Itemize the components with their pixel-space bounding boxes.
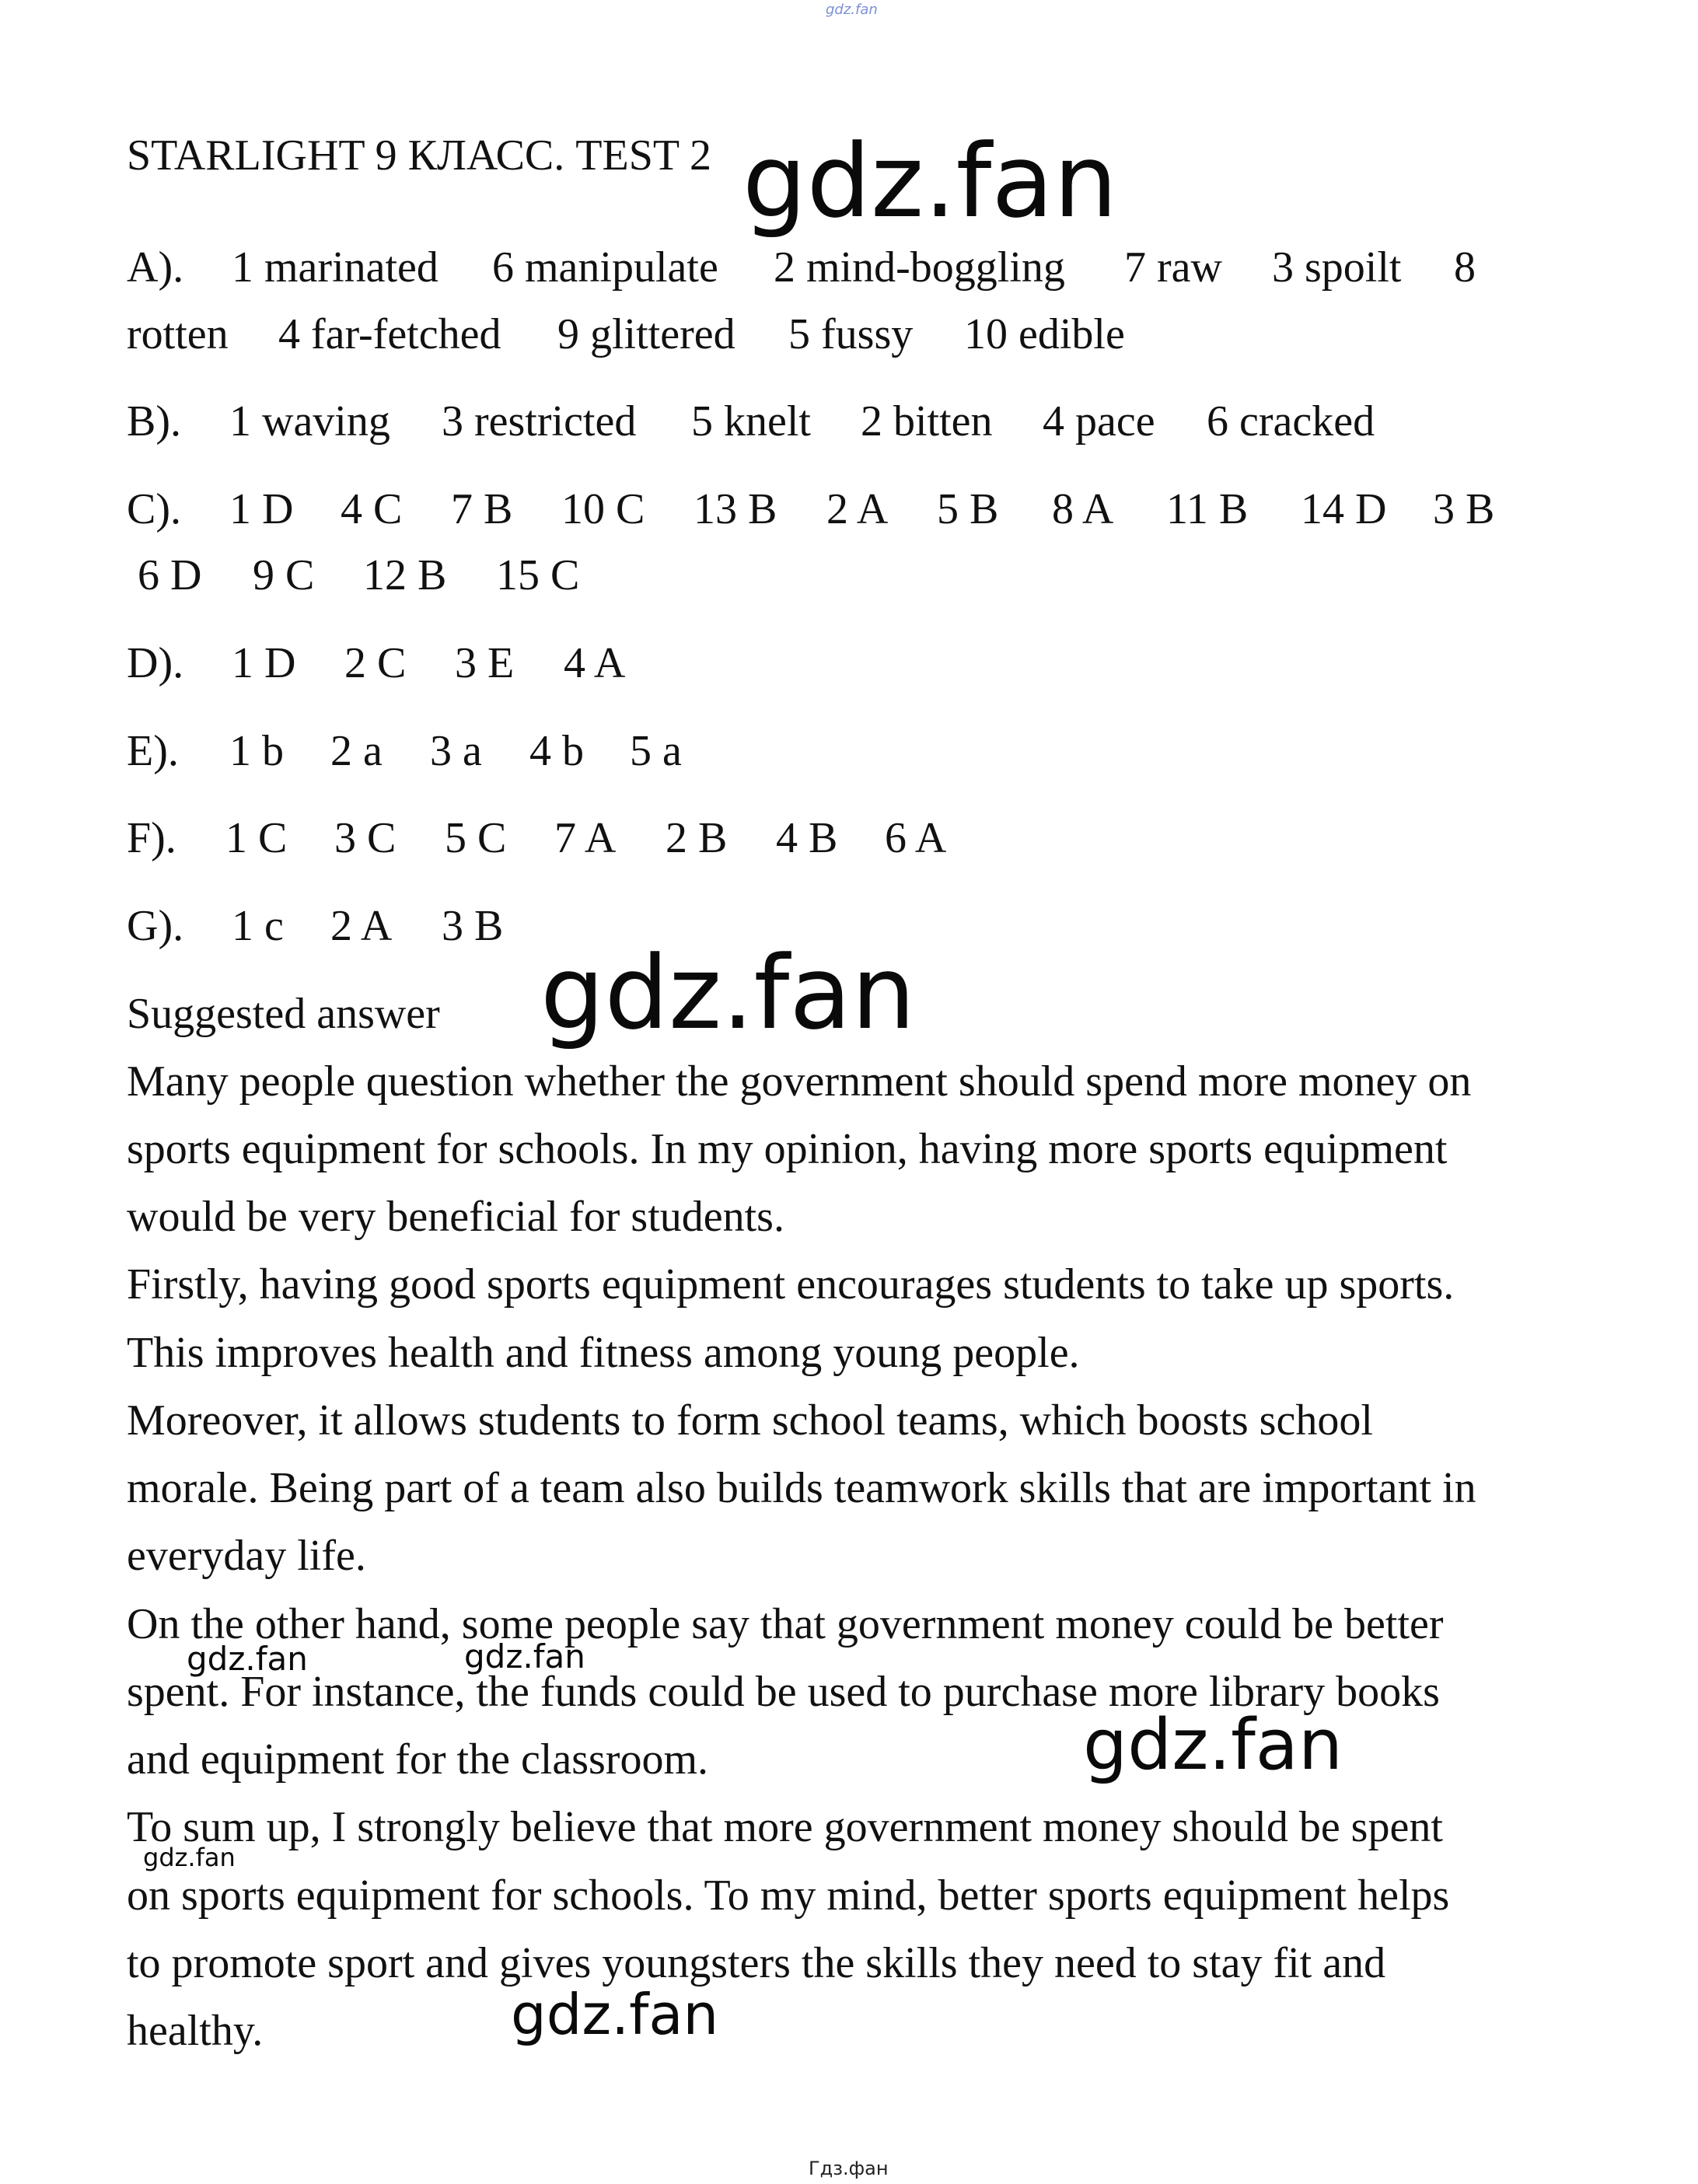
watermark-small: gdz.fan xyxy=(187,1640,308,1678)
section-a-answer: 4 far-fetched xyxy=(278,310,501,358)
essay-line: morale. Being part of a team also builds teamwork skills that are important in xyxy=(127,1464,1476,1512)
watermark-large: gdz.fan xyxy=(511,1982,719,2047)
section-d-answer: 3 E xyxy=(455,639,515,687)
section-b-answer: 3 restricted xyxy=(442,397,637,446)
section-c-answer: 3 B xyxy=(1433,485,1495,533)
section-c-answer: 4 C xyxy=(341,485,403,533)
section-f-label: F). xyxy=(127,814,176,862)
section-c-answer: 8 A xyxy=(1052,485,1114,533)
section-c-answer: 15 C xyxy=(496,551,580,599)
section-e-answer: 5 a xyxy=(630,727,682,775)
document-title: STARLIGHT 9 КЛАСС. TEST 2 xyxy=(127,131,712,180)
essay-line: This improves health and fitness among young people. xyxy=(127,1329,1080,1377)
essay-line: would be very beneficial for students. xyxy=(127,1193,784,1241)
essay-line: Firstly, having good sports equipment encourages students to take up sports. xyxy=(127,1260,1455,1309)
section-g-answer: 3 B xyxy=(442,902,504,950)
section-a-answer: 10 edible xyxy=(964,310,1125,358)
section-c-label: C). xyxy=(127,485,181,533)
section-f-answer: 1 C xyxy=(225,814,288,862)
section-e-answer: 4 b xyxy=(529,727,584,775)
section-a-answer: 2 mind-boggling xyxy=(774,243,1065,292)
essay-line: spent. For instance, the funds could be used to purchase more library books xyxy=(127,1668,1440,1716)
essay-line: On the other hand, some people say that government money could be better xyxy=(127,1600,1444,1648)
section-a-answer: 3 spoilt xyxy=(1272,243,1402,292)
essay-heading: Suggested answer xyxy=(127,990,440,1038)
section-g-label: G). xyxy=(127,902,184,950)
section-c-answer: 1 D xyxy=(229,485,294,533)
section-d-label: D). xyxy=(127,639,184,687)
section-e-answer: 1 b xyxy=(229,727,284,775)
essay-line: Moreover, it allows students to form school teams, which boosts school xyxy=(127,1396,1373,1445)
section-c-answer: 5 B xyxy=(937,485,999,533)
section-e-answer: 3 a xyxy=(430,727,482,775)
section-f-answer: 2 B xyxy=(666,814,728,862)
section-a-answer: 7 raw xyxy=(1124,243,1222,292)
section-f-answer: 5 C xyxy=(445,814,507,862)
section-c-answer: 11 B xyxy=(1166,485,1249,533)
essay-line: and equipment for the classroom. xyxy=(127,1735,709,1784)
section-b-label: B). xyxy=(127,397,181,446)
section-b-answer: 6 cracked xyxy=(1207,397,1375,446)
section-c-answer: 2 A xyxy=(826,485,889,533)
section-b-answer: 2 bitten xyxy=(861,397,993,446)
section-c-answer: 10 C xyxy=(561,485,645,533)
section-c-answer: 7 B xyxy=(451,485,513,533)
section-a-answer: 1 marinated xyxy=(232,243,438,292)
section-f-answer: 6 A xyxy=(885,814,947,862)
section-c-answer: 13 B xyxy=(694,485,777,533)
section-f-answer: 7 A xyxy=(554,814,617,862)
section-a-answer: rotten xyxy=(127,310,229,358)
section-c-answer: 6 D xyxy=(138,551,202,599)
section-b-answer: 4 pace xyxy=(1043,397,1155,446)
section-g-answer: 1 c xyxy=(232,902,284,950)
essay-line: to promote sport and gives youngsters the skills they need to stay fit and xyxy=(127,1939,1386,1987)
section-g-answer: 2 A xyxy=(330,902,393,950)
section-a-answer: 8 xyxy=(1454,243,1476,292)
essay-line: everyday life. xyxy=(127,1532,366,1580)
essay-line: sports equipment for schools. In my opinion, having more sports equipment xyxy=(127,1125,1448,1173)
section-c-answer: 9 C xyxy=(253,551,315,599)
essay-line: To sum up, I strongly believe that more government money should be spent xyxy=(127,1803,1443,1851)
essay-line: Many people question whether the government should spend more money on xyxy=(127,1057,1472,1106)
section-c-answer: 12 B xyxy=(363,551,447,599)
section-a-answer: 6 manipulate xyxy=(492,243,718,292)
watermark-large: gdz.fan xyxy=(540,934,916,1052)
section-a-answer: 5 fussy xyxy=(788,310,914,358)
section-d-answer: 4 A xyxy=(564,639,626,687)
section-b-answer: 5 knelt xyxy=(691,397,811,446)
header-watermark: gdz.fan xyxy=(826,2,878,18)
section-c-answer: 14 D xyxy=(1301,485,1387,533)
section-a-label: A). xyxy=(127,243,184,292)
section-b-answer: 1 waving xyxy=(229,397,390,446)
watermark-small: gdz.fan xyxy=(143,1843,236,1872)
watermark-large: gdz.fan xyxy=(742,122,1118,240)
section-e-answer: 2 a xyxy=(330,727,383,775)
section-a-answer: 9 glittered xyxy=(557,310,735,358)
section-d-answer: 1 D xyxy=(232,639,296,687)
watermark-small: gdz.fan xyxy=(464,1637,585,1676)
section-d-answer: 2 C xyxy=(344,639,407,687)
footer-watermark: Гдз.фан xyxy=(809,2158,889,2179)
section-f-answer: 3 C xyxy=(334,814,397,862)
section-f-answer: 4 B xyxy=(776,814,838,862)
essay-line: healthy. xyxy=(127,2007,264,2055)
essay-line: on sports equipment for schools. To my mind, better sports equipment helps xyxy=(127,1871,1450,1920)
section-e-label: E). xyxy=(127,727,179,775)
watermark-large: gdz.fan xyxy=(1083,1704,1343,1786)
